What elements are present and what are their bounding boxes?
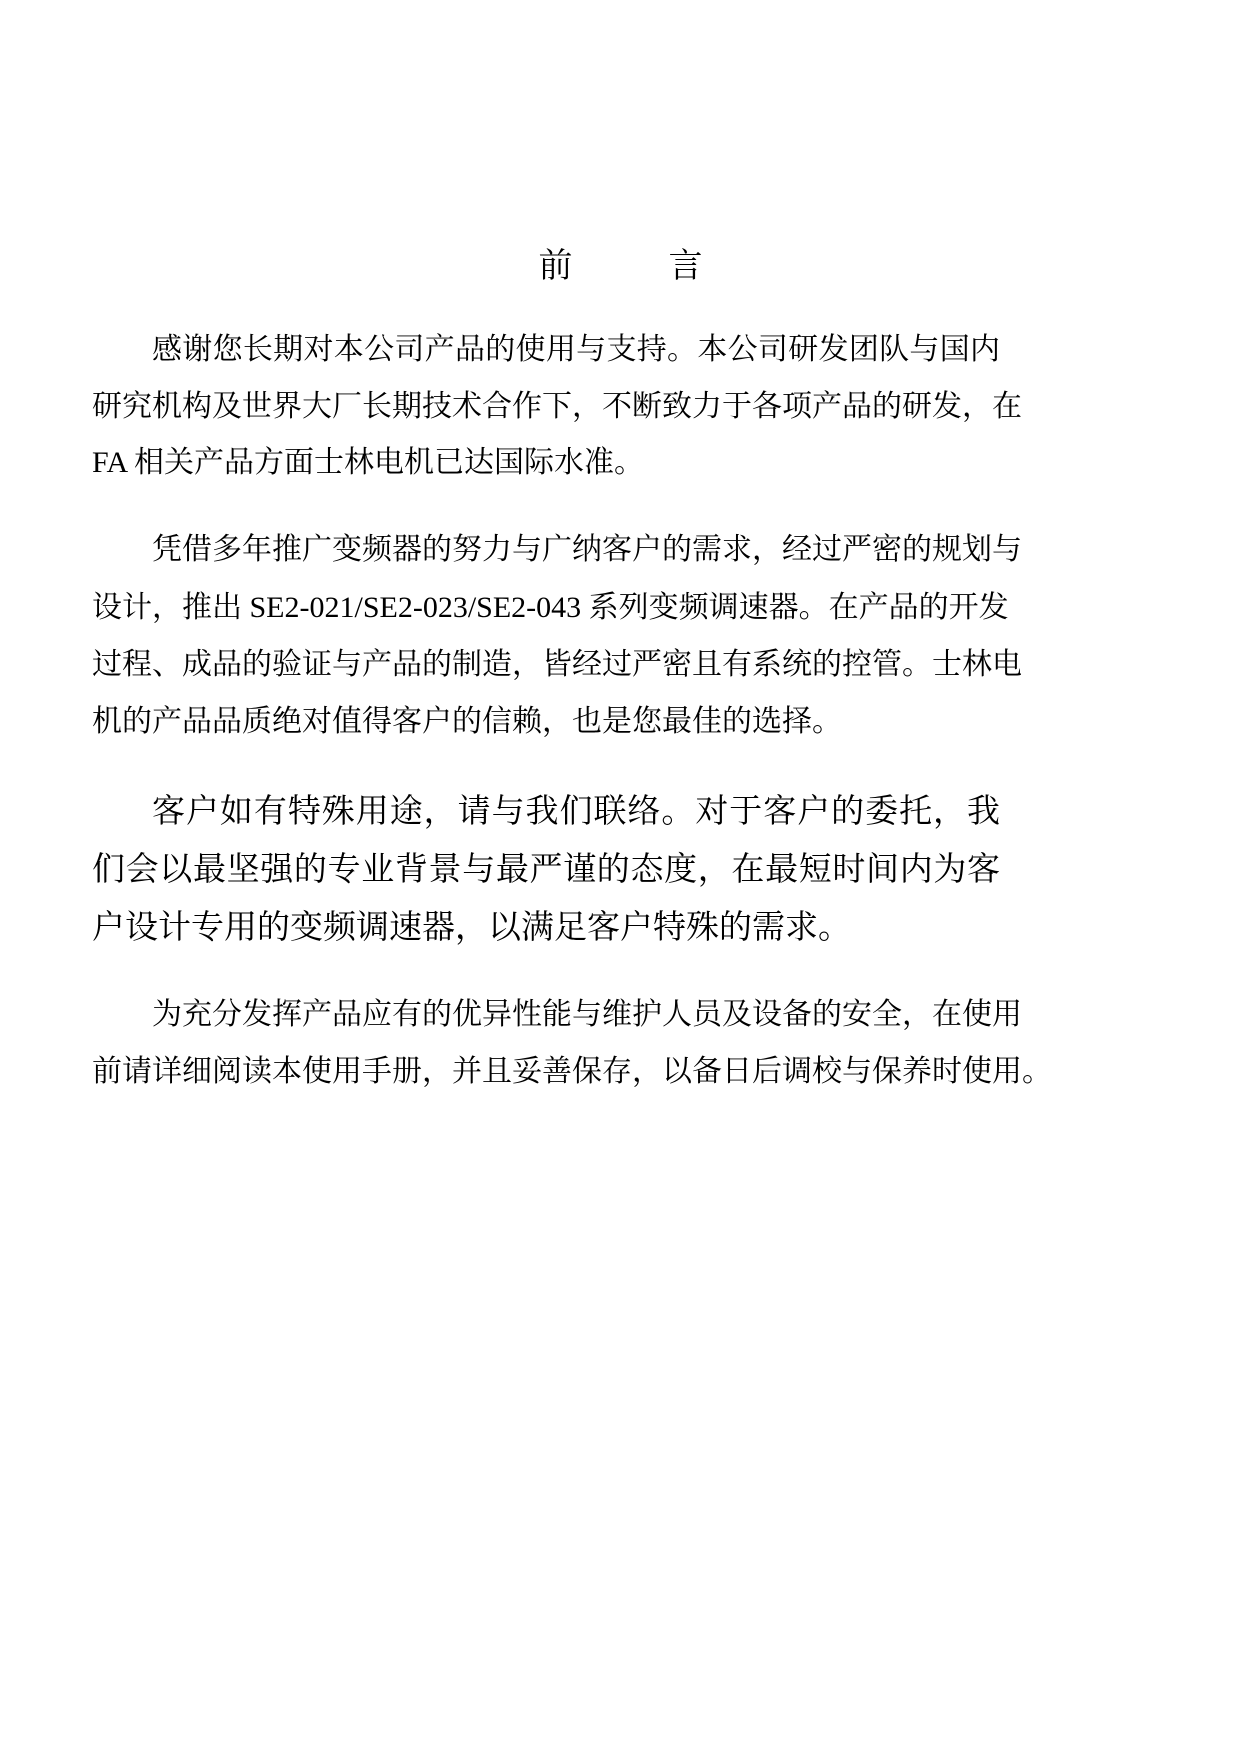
text-line: 设计，推出 SE2-021/SE2-023/SE2-043 系列变频调速器。在产品的开发 [92,591,1009,624]
text-line: 为充分发挥产品应有的优异性能与维护人员及设备的安全，在使用 [152,998,1022,1031]
text-line: 研究机构及世界大厂长期技术合作下，不断致力于各项产品的研发，在 [92,390,1022,423]
text-line: 们会以最坚强的专业背景与最严谨的态度，在最短时间内为客 [92,852,1000,888]
text-line: 机的产品品质绝对值得客户的信赖，也是您最佳的选择。 [92,705,842,738]
title-char-1: 前 [538,248,573,285]
text-line: 凭借多年推广变频器的努力与广纳客户的需求，经过严密的规划与 [152,533,1022,566]
text-line: 客户如有特殊用途，请与我们联络。对于客户的委托，我 [152,794,1000,830]
page-title [0,238,1241,287]
text-line: 过程、成品的验证与产品的制造，皆经过严密且有系统的控管。士林电 [92,648,1022,681]
text-line: 前请详细阅读本使用手册，并且妥善保存，以备日后调校与保养时使用。 [92,1055,1052,1088]
text-line: 感谢您长期对本公司产品的使用与支持。本公司研发团队与国内 [152,333,1000,366]
text-line: 户设计专用的变频调速器，以满足客户特殊的需求。 [92,910,851,946]
title-char-2: 言 [668,248,703,285]
text-line: FA 相关产品方面士林电机已达国际水准。 [92,446,644,479]
